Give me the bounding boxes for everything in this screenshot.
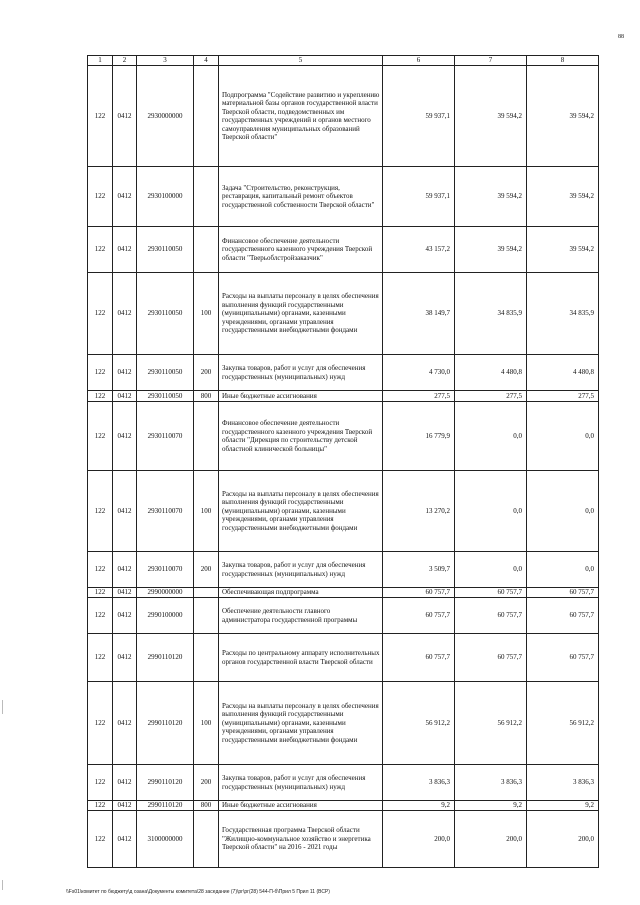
- amount-cell: 60 757,7: [383, 598, 455, 634]
- amount-cell: 277,5: [455, 391, 527, 402]
- table-row: [88, 471, 599, 552]
- amount-cell: 60 757,7: [383, 588, 455, 598]
- amount-cell: 60 757,7: [455, 598, 527, 634]
- amount-cell: 4 480,8: [455, 355, 527, 391]
- amount-cell: 60 757,7: [455, 588, 527, 598]
- grbs-code-cell: 122: [88, 273, 113, 355]
- amount-cell: 60 757,7: [527, 598, 599, 634]
- amount-cell: 34 835,9: [455, 273, 527, 355]
- expense-type-cell: [194, 402, 219, 471]
- target-article-cell: 2930100000: [137, 167, 194, 227]
- amount-cell: 39 594,2: [527, 167, 599, 227]
- section-code-cell: 0412: [113, 355, 137, 391]
- section-code-cell: 0412: [113, 471, 137, 552]
- grbs-code-cell: 122: [88, 66, 113, 167]
- table-row: [88, 167, 599, 227]
- expense-type-cell: [194, 598, 219, 634]
- grbs-code-cell: 122: [88, 552, 113, 588]
- target-article-cell: 2930110050: [137, 227, 194, 273]
- budget-table: [87, 55, 599, 868]
- table-row: [88, 682, 599, 765]
- amount-cell: 277,5: [383, 391, 455, 402]
- table-row: [88, 552, 599, 588]
- amount-cell: 43 157,2: [383, 227, 455, 273]
- target-article-cell: 3100000000: [137, 811, 194, 868]
- target-article-cell: 2930000000: [137, 66, 194, 167]
- section-code-cell: 0412: [113, 588, 137, 598]
- table-row: [88, 273, 599, 355]
- amount-cell: 3 836,3: [527, 765, 599, 801]
- description-cell: Финансовое обеспечение деятельности государственного казенного учреждения Тверской области "Тверьоблстройзаказчик": [219, 227, 383, 273]
- description-cell: Закупка товаров, работ и услуг для обеспечения государственных (муниципальных) нужд: [219, 765, 383, 801]
- section-code-cell: 0412: [113, 598, 137, 634]
- grbs-code-cell: 122: [88, 391, 113, 402]
- target-article-cell: 2990110120: [137, 801, 194, 811]
- section-code-cell: 0412: [113, 634, 137, 682]
- target-article-cell: 2930110050: [137, 273, 194, 355]
- expense-type-cell: [194, 227, 219, 273]
- target-article-cell: 2990110120: [137, 682, 194, 765]
- header-cell: 6: [383, 56, 455, 66]
- amount-cell: 0,0: [455, 402, 527, 471]
- table-header-row: [88, 56, 599, 66]
- expense-type-cell: 800: [194, 391, 219, 402]
- description-cell: Расходы по центральному аппарату исполнительных органов государственной власти Тверской области: [219, 634, 383, 682]
- grbs-code-cell: 122: [88, 167, 113, 227]
- amount-cell: 59 937,1: [383, 167, 455, 227]
- grbs-code-cell: 122: [88, 801, 113, 811]
- description-cell: Иные бюджетные ассигнования: [219, 391, 383, 402]
- grbs-code-cell: 122: [88, 471, 113, 552]
- page-number: 88: [618, 34, 624, 40]
- target-article-cell: 2930110050: [137, 391, 194, 402]
- expense-type-cell: [194, 167, 219, 227]
- section-code-cell: 0412: [113, 552, 137, 588]
- table-row: [88, 588, 599, 598]
- amount-cell: 39 594,2: [455, 167, 527, 227]
- description-cell: Расходы на выплаты персоналу в целях обеспечения выполнения функций государственными (муниципальными) органами, казенными учреждениями, органами управления государственными внебюджетными фондами: [219, 273, 383, 355]
- header-cell: 4: [194, 56, 219, 66]
- target-article-cell: 2930110050: [137, 355, 194, 391]
- header-cell: 1: [88, 56, 113, 66]
- amount-cell: 0,0: [527, 552, 599, 588]
- grbs-code-cell: 122: [88, 402, 113, 471]
- expense-type-cell: 100: [194, 471, 219, 552]
- amount-cell: 34 835,9: [527, 273, 599, 355]
- table-row: [88, 634, 599, 682]
- amount-cell: 56 912,2: [455, 682, 527, 765]
- grbs-code-cell: 122: [88, 355, 113, 391]
- expense-type-cell: 100: [194, 273, 219, 355]
- amount-cell: 59 937,1: [383, 66, 455, 167]
- amount-cell: 60 757,7: [527, 588, 599, 598]
- table-row: [88, 598, 599, 634]
- section-code-cell: 0412: [113, 765, 137, 801]
- header-cell: 8: [527, 56, 599, 66]
- section-code-cell: 0412: [113, 801, 137, 811]
- header-cell: 3: [137, 56, 194, 66]
- target-article-cell: 2990000000: [137, 588, 194, 598]
- section-code-cell: 0412: [113, 273, 137, 355]
- target-article-cell: 2990110120: [137, 634, 194, 682]
- target-article-cell: 2930110070: [137, 471, 194, 552]
- expense-type-cell: [194, 588, 219, 598]
- amount-cell: 16 779,9: [383, 402, 455, 471]
- amount-cell: 4 730,0: [383, 355, 455, 391]
- description-cell: Обеспечение деятельности главного администратора государственной программы: [219, 598, 383, 634]
- header-cell: 5: [219, 56, 383, 66]
- amount-cell: 0,0: [527, 471, 599, 552]
- header-cell: 2: [113, 56, 137, 66]
- expense-type-cell: 200: [194, 552, 219, 588]
- amount-cell: 9,2: [455, 801, 527, 811]
- description-cell: Обеспечивающая подпрограмма: [219, 588, 383, 598]
- amount-cell: 4 480,8: [527, 355, 599, 391]
- target-article-cell: 2990100000: [137, 598, 194, 634]
- scan-edge-mark: [2, 880, 3, 890]
- amount-cell: 200,0: [383, 811, 455, 868]
- amount-cell: 39 594,2: [455, 66, 527, 167]
- expense-type-cell: [194, 811, 219, 868]
- table-row: [88, 355, 599, 391]
- amount-cell: 56 912,2: [383, 682, 455, 765]
- amount-cell: 0,0: [527, 402, 599, 471]
- table-row: [88, 801, 599, 811]
- expense-type-cell: 200: [194, 765, 219, 801]
- description-cell: Закупка товаров, работ и услуг для обеспечения государственных (муниципальных) нужд: [219, 552, 383, 588]
- grbs-code-cell: 122: [88, 227, 113, 273]
- table-row: [88, 811, 599, 868]
- expense-type-cell: 800: [194, 801, 219, 811]
- amount-cell: 200,0: [527, 811, 599, 868]
- amount-cell: 60 757,7: [455, 634, 527, 682]
- section-code-cell: 0412: [113, 66, 137, 167]
- expense-type-cell: 200: [194, 355, 219, 391]
- table-row: [88, 765, 599, 801]
- expense-type-cell: [194, 66, 219, 167]
- amount-cell: 0,0: [455, 471, 527, 552]
- amount-cell: 9,2: [527, 801, 599, 811]
- amount-cell: 0,0: [455, 552, 527, 588]
- section-code-cell: 0412: [113, 402, 137, 471]
- expense-type-cell: 100: [194, 682, 219, 765]
- amount-cell: 200,0: [455, 811, 527, 868]
- amount-cell: 60 757,7: [383, 634, 455, 682]
- grbs-code-cell: 122: [88, 811, 113, 868]
- amount-cell: 39 594,2: [527, 227, 599, 273]
- section-code-cell: 0412: [113, 391, 137, 402]
- grbs-code-cell: 122: [88, 682, 113, 765]
- amount-cell: 3 836,3: [383, 765, 455, 801]
- description-cell: Подпрограмма "Содействие развитию и укреплению материальной базы органов государственной власти Тверской области, подведомственных им государственных учреждений и органов местного самоуправления муниципальных образований Тверской области": [219, 66, 383, 167]
- description-cell: Иные бюджетные ассигнования: [219, 801, 383, 811]
- section-code-cell: 0412: [113, 682, 137, 765]
- scan-edge-mark: [2, 700, 3, 714]
- description-cell: Расходы на выплаты персоналу в целях обеспечения выполнения функций государственными (муниципальными) органами, казенными учреждениями, органами управления государственными внебюджетными фондами: [219, 471, 383, 552]
- grbs-code-cell: 122: [88, 598, 113, 634]
- section-code-cell: 0412: [113, 227, 137, 273]
- amount-cell: 39 594,2: [455, 227, 527, 273]
- amount-cell: 3 509,7: [383, 552, 455, 588]
- amount-cell: 60 757,7: [527, 634, 599, 682]
- file-path-footer: \\Fs01\комитет по бюджету\д озана\Документы комитета\28 заседание (7)\рг\рг(28) 544-П-б\Прил 5 Прил 11 (ВСР): [66, 889, 330, 895]
- amount-cell: 39 594,2: [527, 66, 599, 167]
- description-cell: Финансовое обеспечение деятельности государственного казенного учреждения Тверской области "Дирекция по строительству детской областной клинической больницы": [219, 402, 383, 471]
- target-article-cell: 2930110070: [137, 552, 194, 588]
- description-cell: Государственная программа Тверской области "Жилищно-коммунальное хозяйство и энергетика Тверской области" на 2016 - 2021 годы: [219, 811, 383, 868]
- expense-type-cell: [194, 634, 219, 682]
- section-code-cell: 0412: [113, 811, 137, 868]
- table-row: [88, 227, 599, 273]
- description-cell: Расходы на выплаты персоналу в целях обеспечения выполнения функций государственными (муниципальными) органами, казенными учреждениями, органами управления государственными внебюджетными фондами: [219, 682, 383, 765]
- amount-cell: 277,5: [527, 391, 599, 402]
- amount-cell: 38 149,7: [383, 273, 455, 355]
- grbs-code-cell: 122: [88, 588, 113, 598]
- amount-cell: 56 912,2: [527, 682, 599, 765]
- description-cell: Задача "Строительство, реконструкция, реставрация, капитальный ремонт объектов государственной собственности Тверской области": [219, 167, 383, 227]
- target-article-cell: 2930110070: [137, 402, 194, 471]
- amount-cell: 9,2: [383, 801, 455, 811]
- table-row: [88, 391, 599, 402]
- grbs-code-cell: 122: [88, 634, 113, 682]
- header-cell: 7: [455, 56, 527, 66]
- amount-cell: 3 836,3: [455, 765, 527, 801]
- table-row: [88, 66, 599, 167]
- description-cell: Закупка товаров, работ и услуг для обеспечения государственных (муниципальных) нужд: [219, 355, 383, 391]
- grbs-code-cell: 122: [88, 765, 113, 801]
- table-row: [88, 402, 599, 471]
- amount-cell: 13 270,2: [383, 471, 455, 552]
- section-code-cell: 0412: [113, 167, 137, 227]
- target-article-cell: 2990110120: [137, 765, 194, 801]
